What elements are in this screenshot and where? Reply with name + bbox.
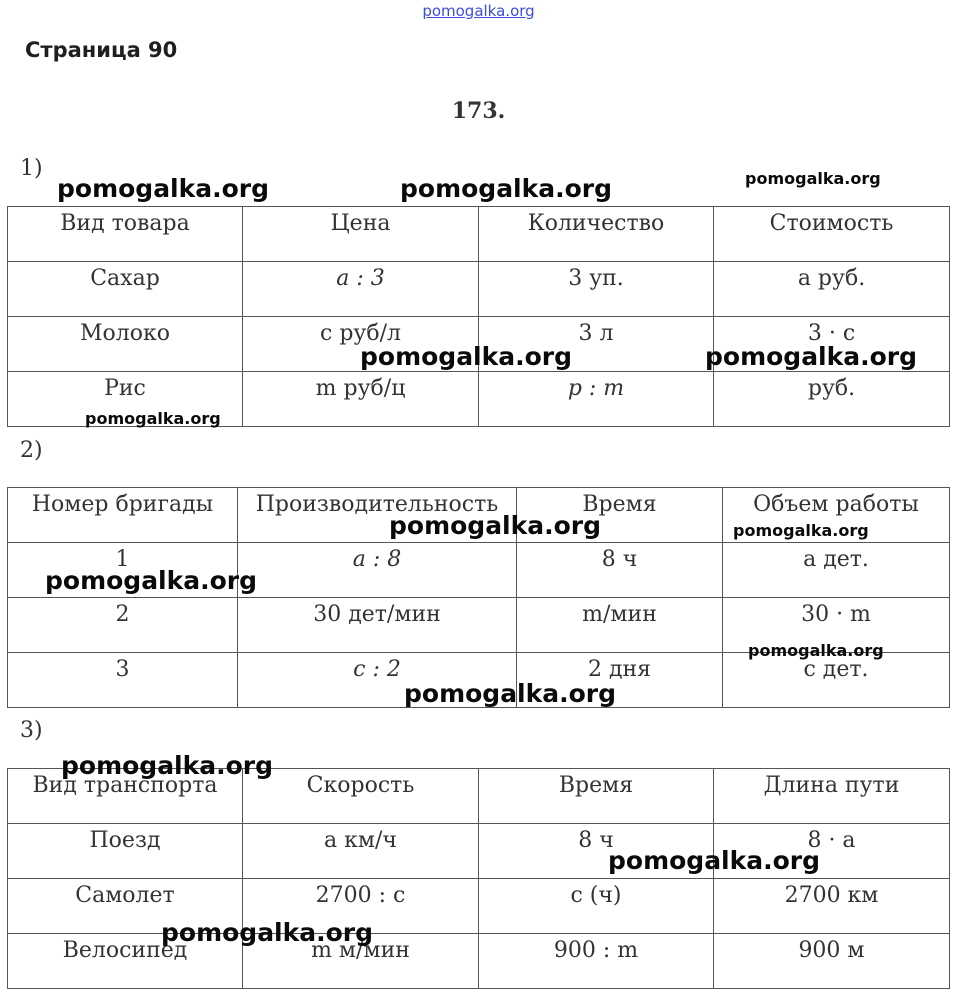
table-cell: Сахар — [8, 262, 243, 317]
table-cell: c дет. — [723, 653, 950, 708]
table-cell: m руб/ц — [243, 372, 479, 427]
table-transport — [7, 768, 950, 989]
table-goods — [7, 206, 950, 427]
watermark: pomogalka.org — [57, 174, 270, 203]
header-cell: Время — [479, 769, 714, 824]
table-cell: 3 л — [479, 317, 714, 372]
watermark: pomogalka.org — [85, 409, 221, 428]
header-cell: Номер бригады — [8, 488, 238, 543]
header-cell: Количество — [479, 207, 714, 262]
header-cell: Цена — [243, 207, 479, 262]
table-cell: 2 — [8, 598, 238, 653]
section-label-1: 1) — [20, 156, 43, 181]
table-cell: Самолет — [8, 879, 243, 934]
watermark: pomogalka.org — [360, 342, 573, 371]
watermark: pomogalka.org — [733, 521, 869, 540]
table-cell: a руб. — [714, 262, 950, 317]
table-cell: 30 дет/мин — [238, 598, 517, 653]
table-cell: Поезд — [8, 824, 243, 879]
header-cell: Вид товара — [8, 207, 243, 262]
table-cell: 900 : m — [479, 934, 714, 989]
table-cell: c (ч) — [479, 879, 714, 934]
table-cell: 8 · a — [714, 824, 950, 879]
section-label-2: 2) — [20, 438, 43, 463]
table-cell: a : 3 — [243, 262, 479, 317]
table-cell: p : m — [479, 372, 714, 427]
table-cell: 2 дня — [517, 653, 723, 708]
table-cell: c руб/л — [243, 317, 479, 372]
table-cell: 8 ч — [479, 824, 714, 879]
table-cell: Рис — [8, 372, 243, 427]
header-cell: Длина пути — [714, 769, 950, 824]
header-cell: Скорость — [243, 769, 479, 824]
table-row — [8, 934, 950, 989]
table-cell: 3 уп. — [479, 262, 714, 317]
watermark: pomogalka.org — [608, 846, 821, 875]
table-cell: Молоко — [8, 317, 243, 372]
table-cell: m м/мин — [243, 934, 479, 989]
watermark: pomogalka.org — [404, 679, 617, 708]
table-cell: 3 — [8, 653, 238, 708]
table-cell: a км/ч — [243, 824, 479, 879]
watermark: pomogalka.org — [705, 342, 918, 371]
table-row — [8, 262, 950, 317]
watermark: pomogalka.org — [161, 918, 374, 947]
watermark: pomogalka.org — [745, 169, 881, 188]
table-cell: 2700 : c — [243, 879, 479, 934]
page-title: Страница 90 — [25, 38, 178, 62]
table-header-row — [8, 207, 950, 262]
table-cell: 900 м — [714, 934, 950, 989]
table-cell: c : 2 — [238, 653, 517, 708]
header-cell: Вид транспорта — [8, 769, 243, 824]
site-link[interactable]: pomogalka.org — [422, 2, 535, 20]
table-cell: a : 8 — [238, 543, 517, 598]
table-cell: руб. — [714, 372, 950, 427]
watermark: pomogalka.org — [61, 751, 274, 780]
watermark: pomogalka.org — [389, 511, 602, 540]
watermark: pomogalka.org — [45, 566, 258, 595]
header-cell: Объем работы — [723, 488, 950, 543]
watermark: pomogalka.org — [400, 174, 613, 203]
header-cell: Время — [517, 488, 723, 543]
header-cell: Производительность — [238, 488, 517, 543]
table-cell: m/мин — [517, 598, 723, 653]
table-cell: 1 — [8, 543, 238, 598]
table-cell: 8 ч — [517, 543, 723, 598]
table-cell: 3 · c — [714, 317, 950, 372]
problem-number: 173. — [451, 98, 506, 124]
table-row — [8, 879, 950, 934]
section-label-3: 3) — [20, 718, 43, 743]
watermark: pomogalka.org — [748, 641, 884, 660]
table-cell: 30 · m — [723, 598, 950, 653]
header-cell: Стоимость — [714, 207, 950, 262]
table-cell: a дет. — [723, 543, 950, 598]
table-cell: Велосипед — [8, 934, 243, 989]
table-cell: 2700 км — [714, 879, 950, 934]
